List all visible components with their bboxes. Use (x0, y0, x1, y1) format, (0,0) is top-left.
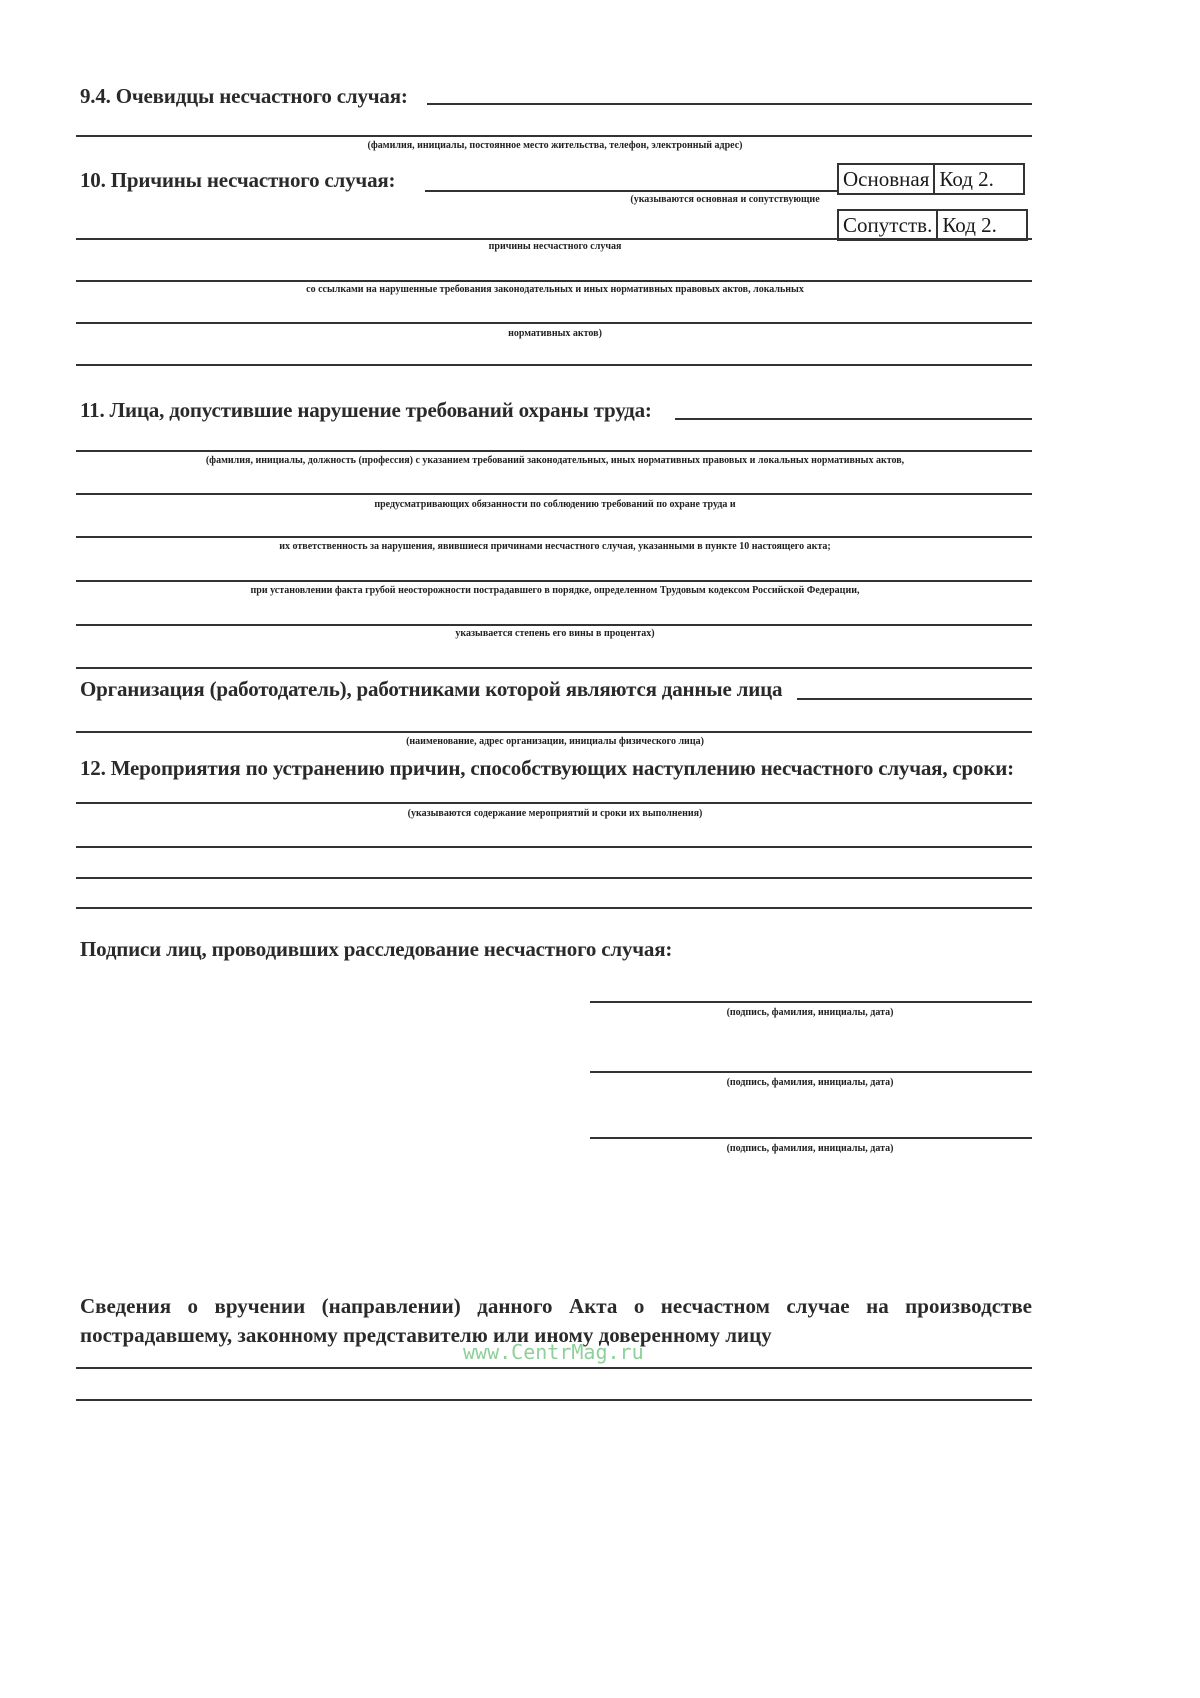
causes-hint-4: нормативных актов) (508, 328, 602, 339)
measures-label: 12. Мероприятия по устранению причин, способствующих наступлению несчастного случая, сроки: (80, 756, 1014, 780)
signature-line-2[interactable] (590, 1071, 1032, 1073)
delivery-field-line-1[interactable] (76, 1367, 1032, 1369)
violators-hint-1: (фамилия, инициалы, должность (профессия) с указанием требований законодательных, иных нормативных правовых и локальных нормативных актов, (205, 455, 905, 466)
measures-field-line-3[interactable] (76, 877, 1032, 879)
causes-field-line-3[interactable] (76, 280, 1032, 282)
causes-field-line-5[interactable] (76, 364, 1032, 366)
violators-field-line-4[interactable] (76, 536, 1032, 538)
violators-label: 11. Лица, допустившие нарушение требований охраны труда: (80, 398, 652, 422)
witnesses-label: 9.4. Очевидцы несчастного случая: (80, 84, 408, 108)
violators-field-line-1[interactable] (675, 418, 1032, 420)
violators-hint-4: при установлении факта грубой неосторожности пострадавшего в порядке, определенном Трудовым кодексом Российской Федерации, (250, 585, 860, 596)
delivery-info-text: Сведения о вручении (направлении) данного Акта о несчастном случае на производстве пострадавшему, законному представителю или иному доверенному лицу (80, 1294, 1032, 1347)
measures-hint: (указываются содержание мероприятий и сроки их выполнения) (407, 808, 703, 819)
signature-hint-1: (подпись, фамилия, инициалы, дата) (726, 1007, 894, 1018)
witnesses-field-line-2[interactable] (76, 135, 1032, 137)
causes-label: 10. Причины несчастного случая: (80, 168, 396, 192)
watermark: www.CentrMag.ru (463, 1340, 644, 1364)
causes-hint-2: причины несчастного случая (488, 241, 622, 252)
related-cause-code-box (837, 209, 1028, 241)
causes-hint-1: (указываются основная и сопутствующие (630, 194, 820, 205)
main-cause-label: Основная (843, 166, 930, 191)
violators-field-line-3[interactable] (76, 493, 1032, 495)
witnesses-field-line-1[interactable] (427, 103, 1032, 105)
organization-label: Организация (работодатель), работниками которой являются данные лица (80, 677, 783, 701)
violators-field-line-7[interactable] (76, 667, 1032, 669)
organization-field-line-1[interactable] (797, 698, 1032, 700)
violators-field-line-5[interactable] (76, 580, 1032, 582)
signature-line-1[interactable] (590, 1001, 1032, 1003)
violators-hint-2: предусматривающих обязанности по соблюдению требований по охране труда и (374, 499, 736, 510)
signature-hint-3: (подпись, фамилия, инициалы, дата) (726, 1143, 894, 1154)
signature-hint-2: (подпись, фамилия, инициалы, дата) (726, 1077, 894, 1088)
violators-hint-5: указывается степень его вины в процентах) (455, 628, 655, 639)
related-cause-code[interactable]: Код 2. (936, 211, 1026, 239)
signatures-label: Подписи лиц, проводивших расследование несчастного случая: (80, 937, 673, 961)
delivery-field-line-2[interactable] (76, 1399, 1032, 1401)
causes-hint-3: со ссылками на нарушенные требования законодательных и иных нормативных правовых актов, локальных (306, 284, 804, 295)
measures-field-line-4[interactable] (76, 907, 1032, 909)
witnesses-hint: (фамилия, инициалы, постоянное место жительства, телефон, электронный адрес) (367, 140, 743, 151)
violators-field-line-2[interactable] (76, 450, 1032, 452)
signature-line-3[interactable] (590, 1137, 1032, 1139)
main-cause-code[interactable]: Код 2. (933, 165, 1023, 193)
organization-hint: (наименование, адрес организации, инициалы физического лица) (406, 736, 704, 747)
measures-field-line-1[interactable] (76, 802, 1032, 804)
causes-field-line-1[interactable] (425, 190, 837, 192)
violators-hint-3: их ответственность за нарушения, явившиеся причинами несчастного случая, указанными в пункте 10 настоящего акта; (279, 541, 831, 552)
related-cause-label: Сопутств. (843, 212, 933, 237)
measures-field-line-2[interactable] (76, 846, 1032, 848)
violators-field-line-6[interactable] (76, 624, 1032, 626)
causes-field-line-2[interactable] (76, 238, 1032, 240)
organization-field-line-2[interactable] (76, 731, 1032, 733)
causes-field-line-4[interactable] (76, 322, 1032, 324)
main-cause-code-box (837, 163, 1025, 195)
